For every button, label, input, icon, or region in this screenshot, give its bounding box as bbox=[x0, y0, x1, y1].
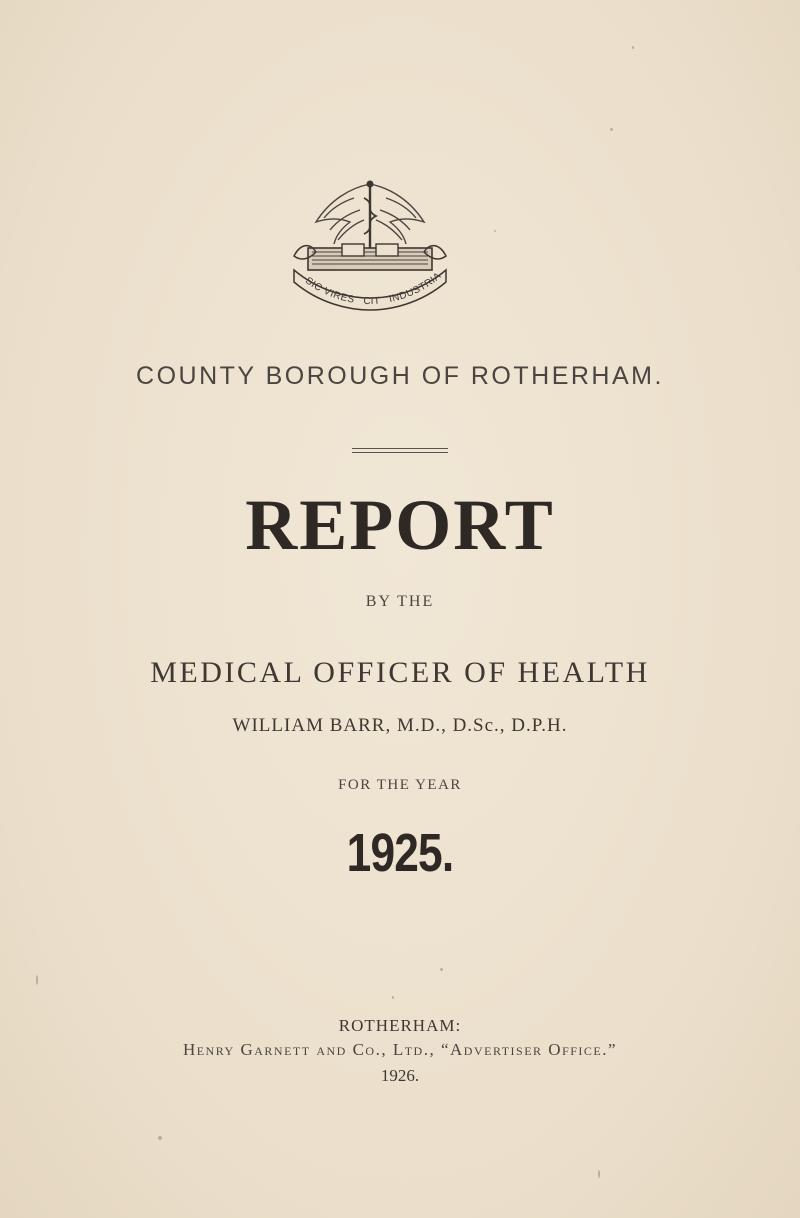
county-heading: COUNTY BOROUGH OF ROTHERHAM. bbox=[136, 362, 664, 390]
motto-left: SIC VIRES bbox=[303, 275, 356, 306]
divider-rule bbox=[352, 452, 448, 453]
svg-text:SIC VIRES CIT bbox=[303, 270, 444, 307]
motto-right: INDUSTRIA bbox=[388, 270, 444, 306]
by-the-text: BY THE bbox=[365, 593, 435, 610]
borough-crest bbox=[280, 178, 460, 313]
author-name: WILLIAM BARR, M.D., D.Sc., D.P.H. bbox=[232, 715, 568, 736]
imprint-place: ROTHERHAM: bbox=[338, 1016, 462, 1035]
paper-speck bbox=[632, 46, 634, 49]
paper-speck bbox=[610, 128, 613, 131]
for-the-year-text: FOR THE YEAR bbox=[338, 777, 462, 793]
paper-speck bbox=[392, 996, 394, 999]
report-title: REPORT bbox=[245, 485, 555, 565]
paper-speck bbox=[440, 968, 443, 971]
motto-center: CIT bbox=[363, 295, 381, 308]
office-title: MEDICAL OFFICER OF HEALTH bbox=[150, 656, 650, 689]
paper-speck bbox=[36, 975, 38, 985]
paper-speck bbox=[158, 1136, 162, 1140]
imprint-printer: Henry Garnett and Co., Ltd., “Advertiser Office.” bbox=[182, 1040, 618, 1059]
imprint-year: 1926. bbox=[380, 1066, 420, 1085]
paper-speck bbox=[598, 1170, 600, 1178]
divider-rule bbox=[352, 448, 448, 449]
crest-emblem-icon bbox=[280, 178, 460, 313]
report-year: 1925. bbox=[346, 823, 454, 883]
paper-speck bbox=[494, 230, 496, 232]
